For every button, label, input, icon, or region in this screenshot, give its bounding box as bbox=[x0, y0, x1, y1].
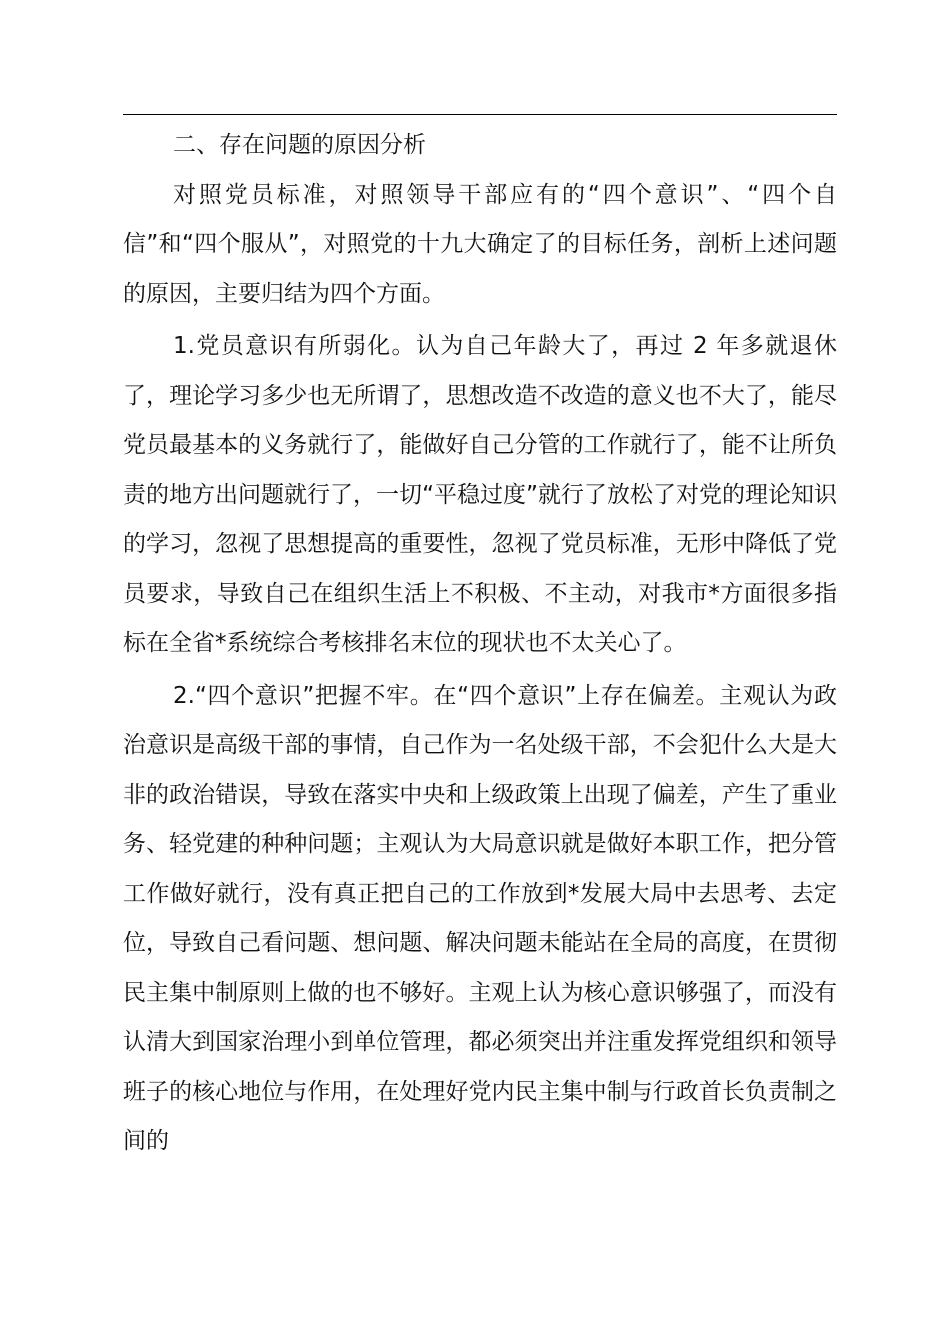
paragraph-point-2: 2.“四个意识”把握不牢。在“四个意识”上存在偏差。主观认为政治意识是高级干部的事情，自己作为一名处级干部，不会犯什么大是大非的政治错误，导致在落实中央和上级政策上出现了偏差，产生了重业务、轻党建的种种问题；主观认为大局意识就是做好本职工作，把分管工作做好就行，没有真正把自己的工作放到*发展大局中去思考、去定位，导致自己看问题、想问题、解决问题未能站在全局的高度，在贯彻民主集中制原则上做的也不够好。主观上认为核心意识够强了，而没有认清大到国家治理小到单位管理，都必须突出并注重发挥党组织和领导班子的核心地位与作用，在处理好党内民主集中制与行政首长负责制之间的 bbox=[123, 682, 837, 1154]
document-body bbox=[123, 121, 837, 1167]
header-rule bbox=[123, 114, 837, 115]
paragraph-point-1: 1.党员意识有所弱化。认为自己年龄大了，再过 2 年多就退休了，理论学习多少也无所谓了，思想改造不改造的意义也不大了，能尽党员最基本的义务就行了，能做好自己分管的工作就行了，能不让所负责的地方出问题就行了，一切“平稳过度”就行了放松了对党的理论知识的学习，忽视了思想提高的重要性，忽视了党员标准，无形中降低了党员要求，导致自己在组织生活上不积极、不主动，对我市*方面很多指标在全省*系统综合考核排名末位的现状也不太关心了。 bbox=[123, 333, 837, 656]
section-heading: 二、存在问题的原因分析 bbox=[173, 132, 426, 158]
paragraph-intro: 对照党员标准，对照领导干部应有的“四个意识”、“四个自信”和“四个服从”，对照党的十九大确定了的目标任务，剖析上述问题的原因，主要归结为四个方面。 bbox=[123, 181, 837, 307]
